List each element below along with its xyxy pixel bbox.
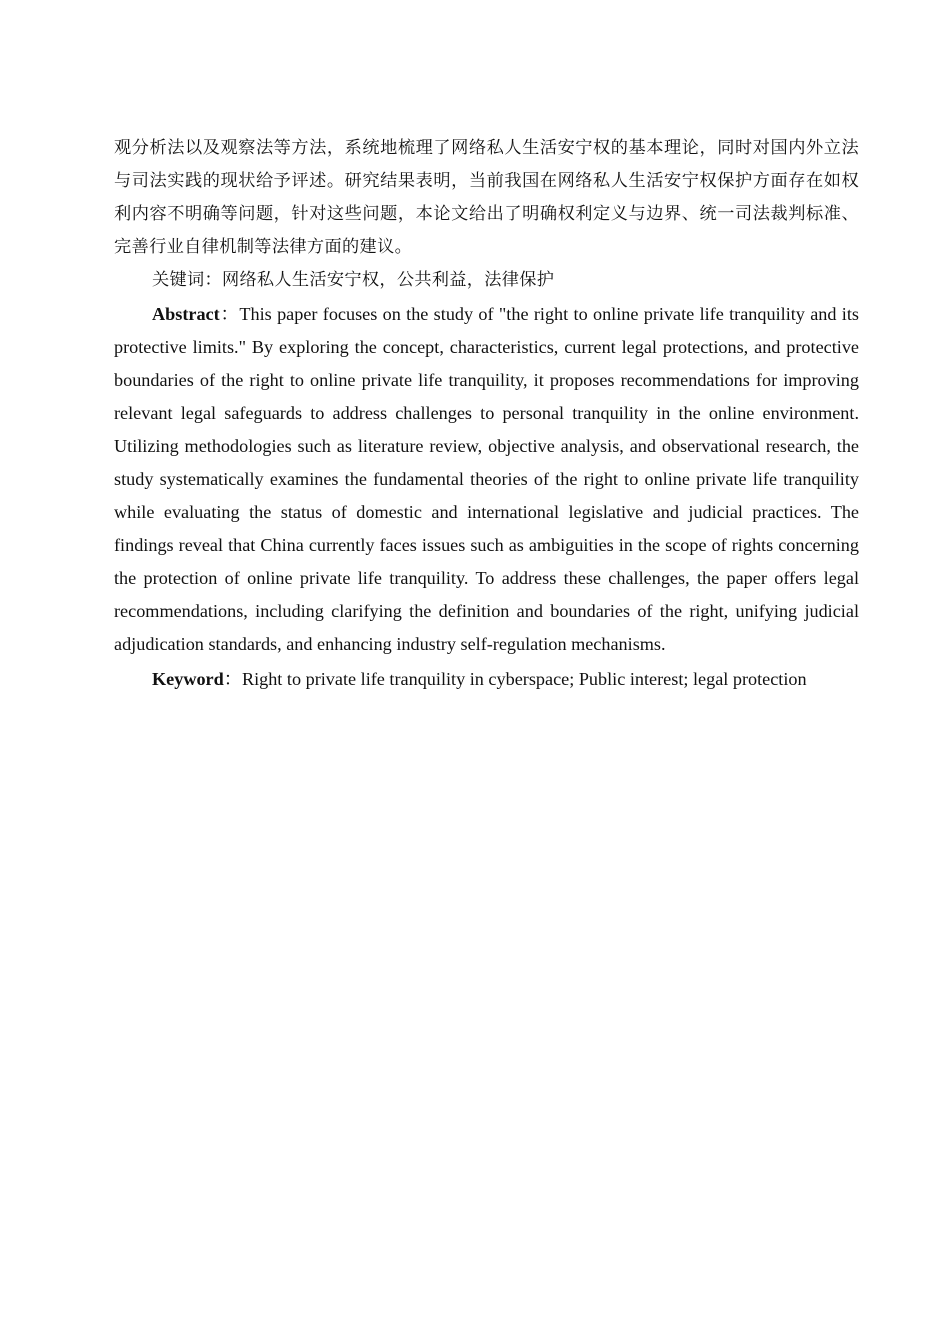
- english-abstract-label: Abstract: [152, 304, 220, 324]
- english-keywords-text: Right to private life tranquility in cyberspace; Public interest; legal protection: [241, 669, 807, 689]
- chinese-keywords-label: 关键词：: [152, 270, 222, 290]
- english-keywords-separator: ：: [223, 669, 242, 689]
- english-abstract-separator: ：: [219, 304, 240, 324]
- chinese-keywords-text: 网络私人生活安宁权，公共利益，法律保护: [221, 270, 555, 290]
- english-keywords-label: Keyword: [152, 669, 224, 689]
- paper-page: [114, 132, 859, 696]
- chinese-keywords: [114, 264, 859, 297]
- english-abstract-text: This paper focuses on the study of "the right to online private life tranquility and its protective limits." By exploring the concept, characteristics, current legal protections, and protective boundaries of the right to online private life tranquility, it proposes recommendations for improving relevant legal safeguards to address challenges to personal tranquility in the online environment. Utilizing methodologies such as literature review, objective analysis, and observational research, the study systematically examines the fundamental theories of the right to online private life tranquility while evaluating the status of domestic and international legislative and judicial practices. The findings reveal that China currently faces issues such as ambiguities in the scope of rights concerning the protection of online private life tranquility. To address these challenges, the paper offers legal recommendations, including clarifying the definition and boundaries of the right, unifying judicial adjudication standards, and enhancing industry self-regulation mechanisms.: [114, 304, 859, 654]
- english-abstract: [114, 298, 859, 661]
- chinese-abstract-continuation: 观分析法以及观察法等方法，系统地梳理了网络私人生活安宁权的基本理论，同时对国内外立法与司法实践的现状给予评述。研究结果表明，当前我国在网络私人生活安宁权保护方面存在如权利内容不明确等问题，针对这些问题，本论文给出了明确权利定义与边界、统一司法裁判标准、完善行业自律机制等法律方面的建议。: [114, 138, 859, 257]
- english-keywords: [114, 663, 859, 696]
